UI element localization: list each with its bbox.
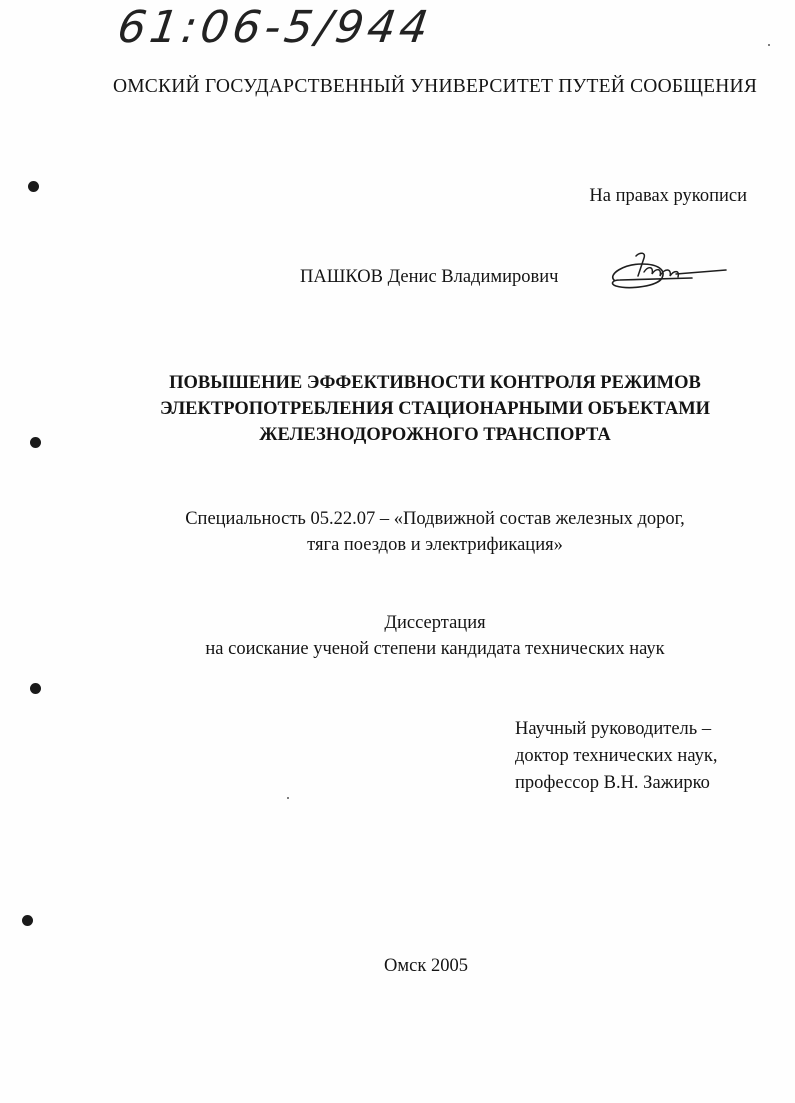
advisor-line: профессор В.Н. Зажирко xyxy=(515,773,710,793)
specialty xyxy=(0,506,795,558)
scientific-advisor xyxy=(515,716,717,797)
dissertation-line: Диссертация xyxy=(384,613,486,633)
advisor-line: Научный руководитель – xyxy=(515,719,712,739)
dissertation-title xyxy=(0,370,795,448)
scan-speck xyxy=(768,44,770,46)
binding-hole-mark xyxy=(30,683,41,694)
binding-hole-mark xyxy=(28,181,39,192)
dissertation-line: на соискание ученой степени кандидата технических наук xyxy=(205,639,665,659)
title-line: ЭЛЕКТРОПОТРЕБЛЕНИЯ СТАЦИОНАРНЫМИ ОБЪЕКТАМИ xyxy=(159,399,711,419)
city-year: Омск 2005 xyxy=(384,956,468,976)
rights-note: На правах рукописи xyxy=(589,186,747,206)
title-line: ПОВЫШЕНИЕ ЭФФЕКТИВНОСТИ КОНТРОЛЯ РЕЖИМОВ xyxy=(169,373,701,393)
title-line: ЖЕЛЕЗНОДОРОЖНОГО ТРАНСПОРТА xyxy=(259,425,611,445)
specialty-line: Специальность 05.22.07 – «Подвижной состав железных дорог, xyxy=(185,509,685,529)
author-signature xyxy=(606,250,730,296)
dissertation-type xyxy=(0,610,795,662)
author-name: ПАШКОВ Денис Владимирович xyxy=(300,267,559,287)
handwritten-archive-code: 61:06-5/944 xyxy=(114,2,436,53)
advisor-line: доктор технических наук, xyxy=(515,746,718,766)
binding-hole-mark xyxy=(22,915,33,926)
specialty-line: тяга поездов и электрификация» xyxy=(307,535,563,555)
binding-hole-mark xyxy=(30,437,41,448)
university-name: ОМСКИЙ ГОСУДАРСТВЕННЫЙ УНИВЕРСИТЕТ ПУТЕЙ СООБЩЕНИЯ xyxy=(112,76,758,97)
scan-speck xyxy=(287,797,289,799)
